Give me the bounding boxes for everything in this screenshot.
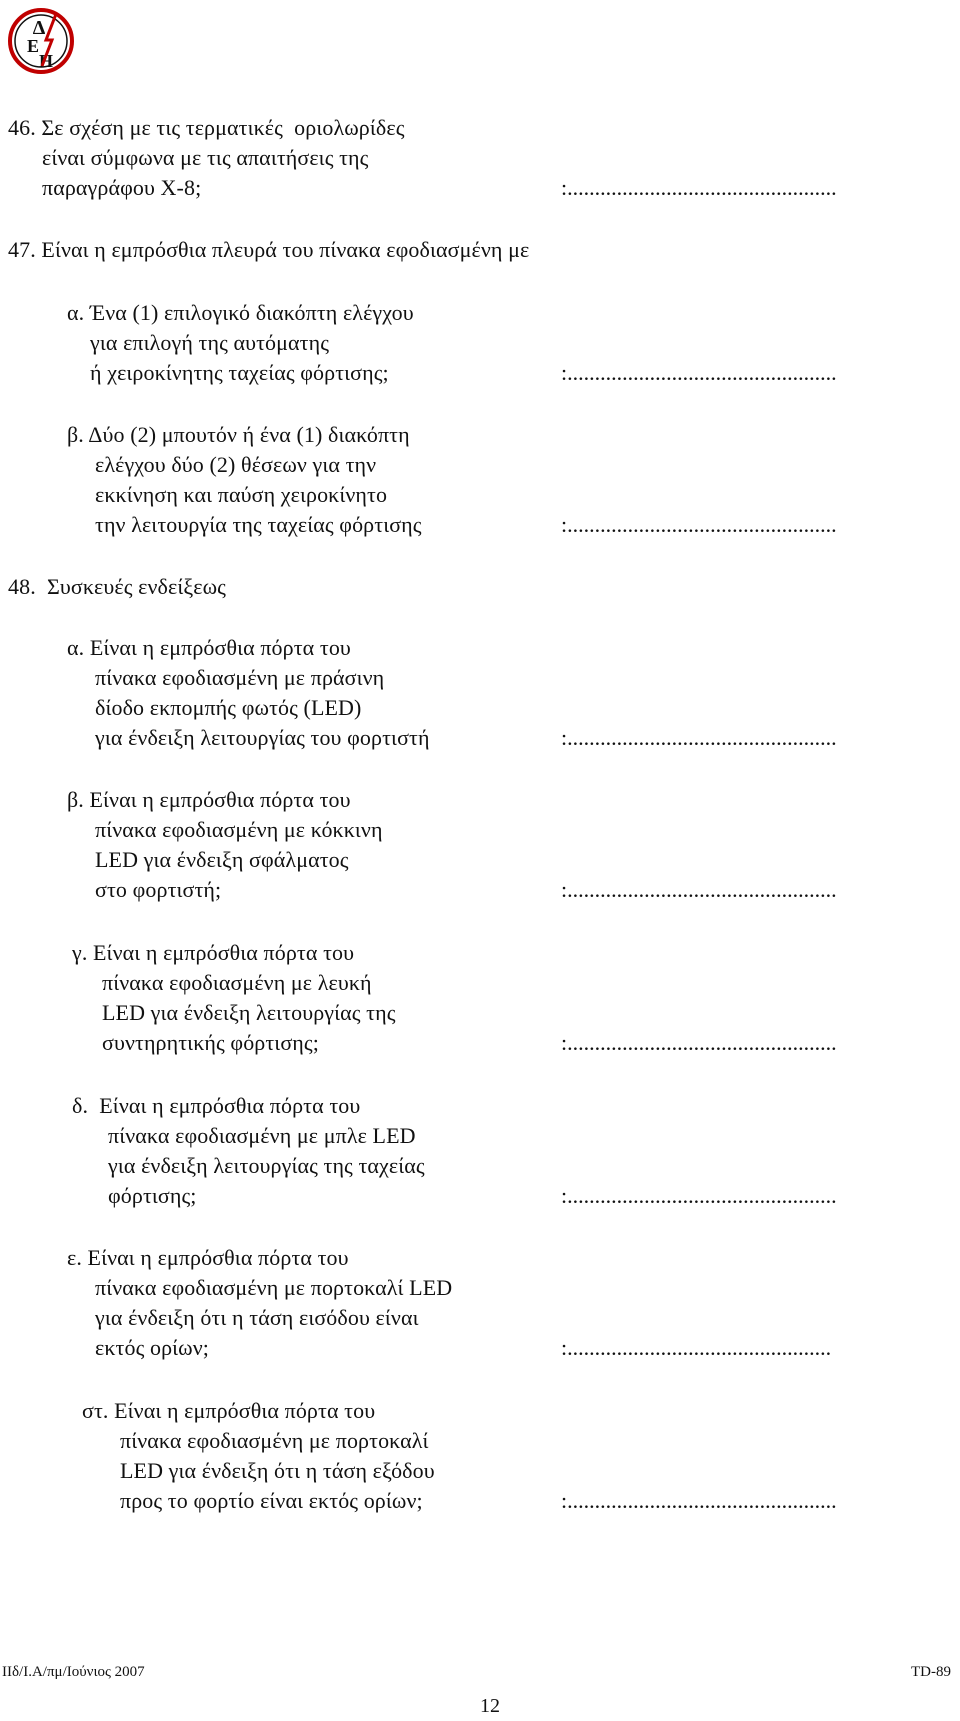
q47a-line-3: ή χειροκίνητης ταχείας φόρτισης; [90,360,389,385]
q48d-answer-field[interactable]: :................................................. [561,1183,837,1208]
q48a-line-3: δίοδο εκπομπής φωτός (LED) [95,695,362,720]
q47b-answer-field[interactable]: :................................................. [561,512,837,537]
dei-logo [6,6,76,76]
q47a-answer-field[interactable]: :................................................. [561,360,837,385]
q48f-line-1: στ. Είναι η εμπρόσθια πόρτα του [82,1398,376,1423]
footer-doc-id: TD-89 [911,1664,951,1680]
q47-title: 47. Είναι η εμπρόσθια πλευρά του πίνακα εφοδιασμένη με [8,237,530,262]
q47b-line-3: εκκίνηση και παύση χειροκίνητο [95,482,388,507]
q48f-line-2: πίνακα εφοδιασμένη με πορτοκαλί [120,1428,429,1453]
q48c-answer-field[interactable]: :................................................. [561,1030,837,1055]
q46-line-1: 46. Σε σχέση με τις τερματικές οριολωρίδες [8,115,405,140]
q48f-answer-field[interactable]: :................................................. [561,1488,837,1513]
q48d-line-2: πίνακα εφοδιασμένη με μπλε LED [108,1123,416,1148]
q48a-line-1: α. Είναι η εμπρόσθια πόρτα του [67,635,351,660]
q46-line-2: είναι σύμφωνα με τις απαιτήσεις της [42,145,369,170]
q48b-line-4: στο φορτιστή; [95,877,222,902]
q47b-line-2: ελέγχου δύο (2) θέσεων για την [95,452,377,477]
svg-text:Ε: Ε [26,36,40,56]
q48-title: 48. Συσκευές ενδείξεως [8,574,226,599]
q48c-line-1: γ. Είναι η εμπρόσθια πόρτα του [72,940,355,965]
q48b-line-3: LED για ένδειξη σφάλματος [95,847,349,872]
q46-answer-field[interactable]: :................................................. [561,175,837,200]
q47a-line-1: α. Ένα (1) επιλογικό διακόπτη ελέγχου [67,300,414,325]
q47b-line-4: την λειτουργία της ταχείας φόρτισης [95,512,422,537]
q48e-answer-field[interactable]: :................................................ [561,1335,832,1360]
page-number: 12 [480,1695,500,1717]
q48d-line-1: δ. Είναι η εμπρόσθια πόρτα του [72,1093,361,1118]
svg-text:Δ: Δ [32,17,46,39]
q48f-line-4: προς το φορτίο είναι εκτός ορίων; [120,1488,423,1513]
q48a-line-4: για ένδειξη λειτουργίας του φορτιστή [95,725,430,750]
q48e-line-3: για ένδειξη ότι η τάση εισόδου είναι [95,1305,419,1330]
q47a-line-2: για επιλογή της αυτόματης [90,330,330,355]
q48b-answer-field[interactable]: :................................................. [561,877,837,902]
q48e-line-1: ε. Είναι η εμπρόσθια πόρτα του [67,1245,349,1270]
q48f-line-3: LED για ένδειξη ότι η τάση εξόδου [120,1458,435,1483]
q48a-line-2: πίνακα εφοδιασμένη με πράσινη [95,665,385,690]
q48d-line-4: φόρτισης; [108,1183,197,1208]
footer-document-code: ΙΙδ/Ι.Α/πμ/Ιούνιος 2007 [2,1664,145,1680]
q48c-line-3: LED για ένδειξη λειτουργίας της [102,1000,396,1025]
q48e-line-4: εκτός ορίων; [95,1335,210,1360]
q48b-line-2: πίνακα εφοδιασμένη με κόκκινη [95,817,383,842]
q48a-answer-field[interactable]: :................................................. [561,725,837,750]
q46-line-3: παραγράφου Χ-8; [42,175,202,200]
q48b-line-1: β. Είναι η εμπρόσθια πόρτα του [67,787,351,812]
q48e-line-2: πίνακα εφοδιασμένη με πορτοκαλί LED [95,1275,453,1300]
q48c-line-4: συντηρητικής φόρτισης; [102,1030,319,1055]
q48c-line-2: πίνακα εφοδιασμένη με λευκή [102,970,372,995]
q48d-line-3: για ένδειξη λειτουργίας της ταχείας [108,1153,425,1178]
q47b-line-1: β. Δύο (2) μπουτόν ή ένα (1) διακόπτη [67,422,410,447]
svg-text:Η: Η [38,51,54,71]
